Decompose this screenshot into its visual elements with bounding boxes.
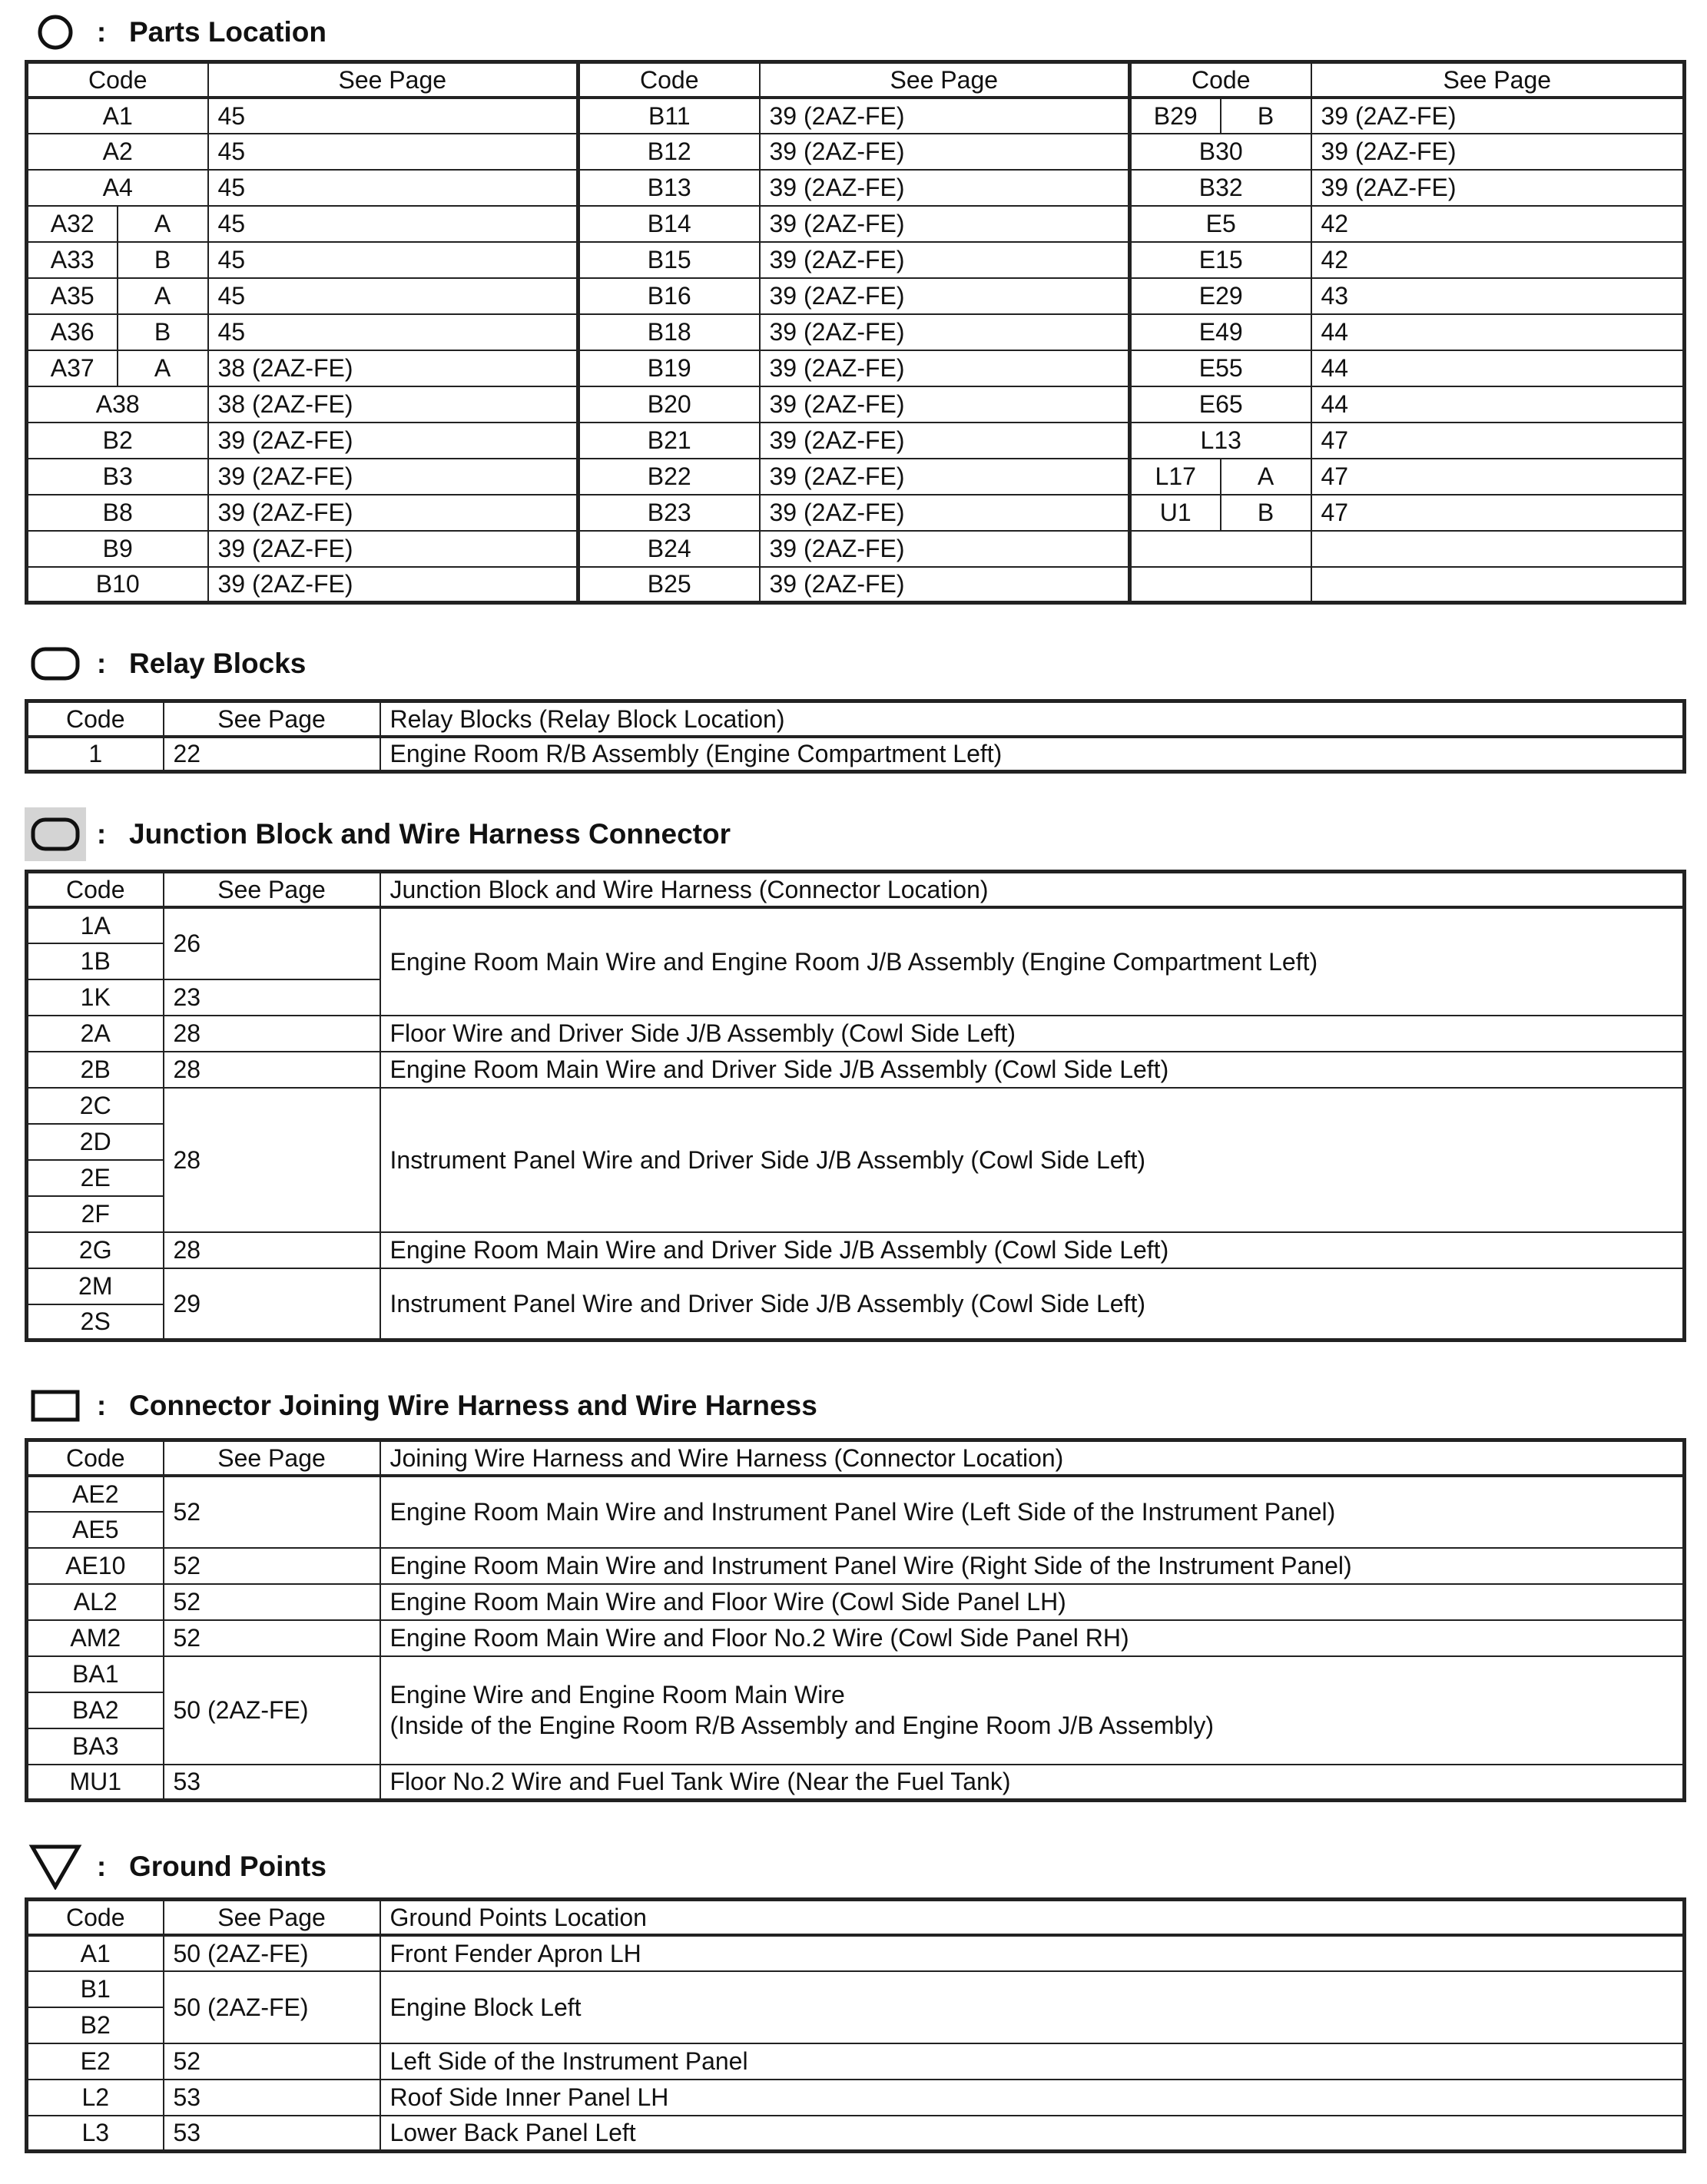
table-row bbox=[27, 1232, 1685, 1268]
code-cell: 2A bbox=[27, 1016, 164, 1052]
code-cell: B10 bbox=[27, 567, 208, 603]
page-cell: 39 (2AZ-FE) bbox=[1311, 134, 1685, 170]
code-cell: B23 bbox=[578, 495, 760, 531]
code-cell: L13 bbox=[1130, 423, 1311, 459]
code-cell: A35 bbox=[27, 278, 118, 314]
table-row bbox=[27, 567, 1685, 603]
code-cell: 1A bbox=[27, 907, 164, 943]
page-cell: 43 bbox=[1311, 278, 1685, 314]
code-cell: B29 bbox=[1130, 98, 1221, 134]
description-header: Junction Block and Wire Harness (Connector Location) bbox=[380, 872, 1685, 907]
code-cell: 2F bbox=[27, 1196, 164, 1232]
code-cell: A4 bbox=[27, 170, 208, 206]
description-line-2: (Inside of the Engine Room R/B Assembly and Engine Room J/B Assembly) bbox=[389, 1712, 1215, 1739]
description-cell: Front Fender Apron LH bbox=[380, 1935, 1685, 1971]
table-header-row bbox=[27, 62, 1685, 98]
description-cell: Left Side of the Instrument Panel bbox=[380, 2043, 1685, 2080]
code-cell: B22 bbox=[578, 459, 760, 495]
page-cell: 39 (2AZ-FE) bbox=[760, 386, 1130, 423]
page-cell: 39 (2AZ-FE) bbox=[208, 567, 578, 603]
code-cell: BA2 bbox=[27, 1692, 164, 1728]
section-title: Ground Points bbox=[129, 1851, 326, 1882]
code-cell: 2B bbox=[27, 1052, 164, 1088]
page-cell: 22 bbox=[164, 737, 380, 772]
page-cell: 42 bbox=[1311, 206, 1685, 242]
section-colon: : bbox=[96, 16, 107, 48]
description-cell: Engine Room Main Wire and Instrument Panel Wire (Right Side of the Instrument Panel) bbox=[380, 1548, 1685, 1584]
code-cell: U1 bbox=[1130, 495, 1221, 531]
table-row bbox=[27, 1584, 1685, 1620]
code-cell: B14 bbox=[578, 206, 760, 242]
page-cell: 38 (2AZ-FE) bbox=[208, 350, 578, 386]
see-page-header: See Page bbox=[208, 62, 578, 98]
page-cell: 52 bbox=[164, 1476, 380, 1548]
table-row bbox=[27, 1656, 1685, 1692]
page-cell: 50 (2AZ-FE) bbox=[164, 1971, 380, 2043]
table-header-row bbox=[27, 872, 1685, 907]
page-cell: 45 bbox=[208, 134, 578, 170]
page-cell: 39 (2AZ-FE) bbox=[1311, 98, 1685, 134]
page-cell: 50 (2AZ-FE) bbox=[164, 1935, 380, 1971]
page-cell: 53 bbox=[164, 2080, 380, 2116]
code-cell: E55 bbox=[1130, 350, 1311, 386]
page-cell: 39 (2AZ-FE) bbox=[760, 170, 1130, 206]
code-cell: E2 bbox=[27, 2043, 164, 2080]
table-row bbox=[27, 386, 1685, 423]
table-row bbox=[27, 531, 1685, 567]
page-cell: 39 (2AZ-FE) bbox=[760, 531, 1130, 567]
section-title: Parts Location bbox=[129, 16, 326, 48]
table-row bbox=[27, 737, 1685, 772]
page-cell: 39 (2AZ-FE) bbox=[760, 567, 1130, 603]
page-cell: 52 bbox=[164, 1584, 380, 1620]
page-cell: 39 (2AZ-FE) bbox=[760, 98, 1130, 134]
page-cell: 52 bbox=[164, 1548, 380, 1584]
code-header: Code bbox=[27, 701, 164, 737]
page-cell: 44 bbox=[1311, 314, 1685, 350]
page-cell: 28 bbox=[164, 1088, 380, 1232]
table-row bbox=[27, 1052, 1685, 1088]
code-cell: B19 bbox=[578, 350, 760, 386]
page-cell: 28 bbox=[164, 1232, 380, 1268]
code-cell: L3 bbox=[27, 2116, 164, 2152]
page-cell: 47 bbox=[1311, 459, 1685, 495]
code-cell: 2G bbox=[27, 1232, 164, 1268]
see-page-header: See Page bbox=[1311, 62, 1685, 98]
table-row bbox=[27, 1016, 1685, 1052]
code-header: Code bbox=[27, 62, 208, 98]
code-cell: MU1 bbox=[27, 1765, 164, 1801]
circle-icon bbox=[25, 9, 86, 55]
sub-code-cell: A bbox=[118, 206, 208, 242]
code-cell: AE5 bbox=[27, 1512, 164, 1548]
sub-code-cell: B bbox=[1221, 98, 1311, 134]
down-triangle-icon bbox=[25, 1844, 86, 1890]
table-row bbox=[27, 2080, 1685, 2116]
description-cell: Engine Room Main Wire and Floor Wire (Cowl Side Panel LH) bbox=[380, 1584, 1685, 1620]
section-header-connector-joining bbox=[25, 1383, 817, 1429]
page-cell: 47 bbox=[1311, 423, 1685, 459]
description-header: Relay Blocks (Relay Block Location) bbox=[380, 701, 1685, 737]
description-cell: Engine Room Main Wire and Engine Room J/B Assembly (Engine Compartment Left) bbox=[380, 907, 1685, 1016]
page-cell: 39 (2AZ-FE) bbox=[208, 531, 578, 567]
page-cell: 45 bbox=[208, 278, 578, 314]
page-cell: 45 bbox=[208, 242, 578, 278]
code-cell: B2 bbox=[27, 423, 208, 459]
code-cell: B12 bbox=[578, 134, 760, 170]
rectangle-icon bbox=[25, 1383, 86, 1429]
code-cell: A2 bbox=[27, 134, 208, 170]
table-row bbox=[27, 423, 1685, 459]
description-cell: Engine Room Main Wire and Driver Side J/B Assembly (Cowl Side Left) bbox=[380, 1052, 1685, 1088]
section-header-relay-blocks bbox=[25, 641, 306, 687]
parts-location-table bbox=[25, 60, 1686, 605]
sub-code-cell: A bbox=[118, 278, 208, 314]
code-cell: 2C bbox=[27, 1088, 164, 1124]
section-title: Relay Blocks bbox=[129, 648, 307, 679]
code-cell: AE2 bbox=[27, 1476, 164, 1512]
code-cell: A38 bbox=[27, 386, 208, 423]
code-cell: B32 bbox=[1130, 170, 1311, 206]
code-cell: BA1 bbox=[27, 1656, 164, 1692]
junction-block-table bbox=[25, 870, 1686, 1342]
page-cell: 52 bbox=[164, 2043, 380, 2080]
shaded-rounded-rectangle-icon bbox=[25, 811, 86, 857]
code-cell: A32 bbox=[27, 206, 118, 242]
page-cell bbox=[1311, 531, 1685, 567]
code-header: Code bbox=[1130, 62, 1311, 98]
page-cell: 42 bbox=[1311, 242, 1685, 278]
page-cell: 44 bbox=[1311, 386, 1685, 423]
description-cell: Roof Side Inner Panel LH bbox=[380, 2080, 1685, 2116]
description-header: Joining Wire Harness and Wire Harness (Connector Location) bbox=[380, 1440, 1685, 1476]
see-page-header: See Page bbox=[164, 1900, 380, 1935]
description-header: Ground Points Location bbox=[380, 1900, 1685, 1935]
table-row bbox=[27, 1765, 1685, 1801]
code-cell: 2S bbox=[27, 1304, 164, 1341]
code-cell: 2M bbox=[27, 1268, 164, 1304]
description-cell: Engine Room Main Wire and Driver Side J/B Assembly (Cowl Side Left) bbox=[380, 1232, 1685, 1268]
code-cell: B8 bbox=[27, 495, 208, 531]
code-cell: B1 bbox=[27, 1971, 164, 2007]
code-cell: B24 bbox=[578, 531, 760, 567]
code-cell: B30 bbox=[1130, 134, 1311, 170]
see-page-header: See Page bbox=[164, 701, 380, 737]
page-cell: 39 (2AZ-FE) bbox=[760, 495, 1130, 531]
code-header: Code bbox=[578, 62, 760, 98]
description-cell: Engine Block Left bbox=[380, 1971, 1685, 2043]
code-cell: AE10 bbox=[27, 1548, 164, 1584]
code-cell: A1 bbox=[27, 1935, 164, 1971]
section-header-ground-points bbox=[25, 1844, 326, 1890]
code-cell bbox=[1130, 531, 1311, 567]
table-row bbox=[27, 170, 1685, 206]
page-cell: 39 (2AZ-FE) bbox=[760, 206, 1130, 242]
page-cell bbox=[1311, 567, 1685, 603]
see-page-header: See Page bbox=[164, 1440, 380, 1476]
code-cell: L17 bbox=[1130, 459, 1221, 495]
ground-points-table bbox=[25, 1897, 1686, 2153]
description-cell: Instrument Panel Wire and Driver Side J/B Assembly (Cowl Side Left) bbox=[380, 1088, 1685, 1232]
table-row bbox=[27, 495, 1685, 531]
page-cell: 44 bbox=[1311, 350, 1685, 386]
section-colon: : bbox=[96, 818, 107, 850]
description-cell bbox=[380, 1656, 1685, 1765]
page-cell: 45 bbox=[208, 314, 578, 350]
page-cell: 39 (2AZ-FE) bbox=[760, 459, 1130, 495]
code-cell: L2 bbox=[27, 2080, 164, 2116]
table-row bbox=[27, 459, 1685, 495]
code-cell: B15 bbox=[578, 242, 760, 278]
code-cell: A36 bbox=[27, 314, 118, 350]
section-title: Connector Joining Wire Harness and Wire Harness bbox=[129, 1390, 817, 1421]
page-cell: 28 bbox=[164, 1052, 380, 1088]
code-cell: 1 bbox=[27, 737, 164, 772]
table-row bbox=[27, 1620, 1685, 1656]
table-header-row bbox=[27, 1440, 1685, 1476]
code-cell: BA3 bbox=[27, 1728, 164, 1765]
code-cell: A33 bbox=[27, 242, 118, 278]
section-title: Junction Block and Wire Harness Connector bbox=[129, 818, 731, 850]
table-row bbox=[27, 278, 1685, 314]
table-row bbox=[27, 1548, 1685, 1584]
section-colon: : bbox=[96, 1851, 107, 1882]
table-header-row bbox=[27, 1900, 1685, 1935]
code-header: Code bbox=[27, 1900, 164, 1935]
table-row bbox=[27, 2043, 1685, 2080]
code-cell: A1 bbox=[27, 98, 208, 134]
code-cell: E29 bbox=[1130, 278, 1311, 314]
page-cell: 39 (2AZ-FE) bbox=[208, 423, 578, 459]
page-cell: 26 bbox=[164, 907, 380, 979]
page-cell: 39 (2AZ-FE) bbox=[1311, 170, 1685, 206]
table-row bbox=[27, 1971, 1685, 2007]
code-cell: AL2 bbox=[27, 1584, 164, 1620]
table-row bbox=[27, 242, 1685, 278]
table-row bbox=[27, 314, 1685, 350]
description-cell: Floor No.2 Wire and Fuel Tank Wire (Near the Fuel Tank) bbox=[380, 1765, 1685, 1801]
page-cell: 29 bbox=[164, 1268, 380, 1341]
table-header-row bbox=[27, 701, 1685, 737]
code-cell: B25 bbox=[578, 567, 760, 603]
description-cell: Instrument Panel Wire and Driver Side J/B Assembly (Cowl Side Left) bbox=[380, 1268, 1685, 1341]
code-cell: B3 bbox=[27, 459, 208, 495]
page-cell: 52 bbox=[164, 1620, 380, 1656]
page-cell: 45 bbox=[208, 98, 578, 134]
description-line-1: Engine Wire and Engine Room Main Wire bbox=[389, 1681, 845, 1708]
code-cell: E49 bbox=[1130, 314, 1311, 350]
table-row bbox=[27, 907, 1685, 943]
code-cell: B20 bbox=[578, 386, 760, 423]
table-row bbox=[27, 1088, 1685, 1124]
table-row bbox=[27, 2116, 1685, 2152]
code-cell: AM2 bbox=[27, 1620, 164, 1656]
sub-code-cell: B bbox=[1221, 495, 1311, 531]
section-colon: : bbox=[96, 1390, 107, 1421]
code-cell: B9 bbox=[27, 531, 208, 567]
page-cell: 53 bbox=[164, 2116, 380, 2152]
code-cell: B16 bbox=[578, 278, 760, 314]
code-cell: B18 bbox=[578, 314, 760, 350]
code-header: Code bbox=[27, 1440, 164, 1476]
code-cell: B21 bbox=[578, 423, 760, 459]
page-cell: 39 (2AZ-FE) bbox=[760, 278, 1130, 314]
code-cell: 2E bbox=[27, 1160, 164, 1196]
page-cell: 39 (2AZ-FE) bbox=[760, 242, 1130, 278]
description-cell: Engine Room Main Wire and Instrument Panel Wire (Left Side of the Instrument Panel) bbox=[380, 1476, 1685, 1548]
code-cell: B11 bbox=[578, 98, 760, 134]
code-cell: E5 bbox=[1130, 206, 1311, 242]
table-row bbox=[27, 1476, 1685, 1512]
table-row bbox=[27, 1268, 1685, 1304]
page-cell: 38 (2AZ-FE) bbox=[208, 386, 578, 423]
page-cell: 53 bbox=[164, 1765, 380, 1801]
page-cell: 39 (2AZ-FE) bbox=[208, 459, 578, 495]
code-cell: 1B bbox=[27, 943, 164, 979]
code-cell: B13 bbox=[578, 170, 760, 206]
table-row bbox=[27, 1935, 1685, 1971]
page-cell: 23 bbox=[164, 979, 380, 1016]
page-cell: 45 bbox=[208, 170, 578, 206]
sub-code-cell: B bbox=[118, 314, 208, 350]
page-cell: 50 (2AZ-FE) bbox=[164, 1656, 380, 1765]
code-cell: 1K bbox=[27, 979, 164, 1016]
page-cell: 39 (2AZ-FE) bbox=[760, 350, 1130, 386]
code-header: Code bbox=[27, 872, 164, 907]
page-cell: 39 (2AZ-FE) bbox=[760, 134, 1130, 170]
see-page-header: See Page bbox=[164, 872, 380, 907]
page-cell: 28 bbox=[164, 1016, 380, 1052]
code-cell: E65 bbox=[1130, 386, 1311, 423]
code-cell: 2D bbox=[27, 1124, 164, 1160]
page-cell: 47 bbox=[1311, 495, 1685, 531]
see-page-header: See Page bbox=[760, 62, 1130, 98]
description-cell: Floor Wire and Driver Side J/B Assembly (Cowl Side Left) bbox=[380, 1016, 1685, 1052]
table-row bbox=[27, 98, 1685, 134]
connector-joining-table bbox=[25, 1438, 1686, 1802]
rounded-rectangle-icon bbox=[25, 641, 86, 687]
relay-blocks-table bbox=[25, 699, 1686, 774]
page-cell: 39 (2AZ-FE) bbox=[760, 423, 1130, 459]
page-cell: 45 bbox=[208, 206, 578, 242]
code-cell: A37 bbox=[27, 350, 118, 386]
sub-code-cell: A bbox=[1221, 459, 1311, 495]
code-cell bbox=[1130, 567, 1311, 603]
sub-code-cell: B bbox=[118, 242, 208, 278]
section-header-junction-block bbox=[25, 811, 731, 857]
code-cell: E15 bbox=[1130, 242, 1311, 278]
description-cell: Lower Back Panel Left bbox=[380, 2116, 1685, 2152]
section-colon: : bbox=[96, 648, 107, 679]
code-cell: B2 bbox=[27, 2007, 164, 2043]
description-cell: Engine Room Main Wire and Floor No.2 Wire (Cowl Side Panel RH) bbox=[380, 1620, 1685, 1656]
page-cell: 39 (2AZ-FE) bbox=[760, 314, 1130, 350]
table-row bbox=[27, 134, 1685, 170]
section-header-parts-location bbox=[25, 9, 326, 55]
sub-code-cell: A bbox=[118, 350, 208, 386]
table-row bbox=[27, 350, 1685, 386]
table-row bbox=[27, 206, 1685, 242]
page-cell: 39 (2AZ-FE) bbox=[208, 495, 578, 531]
description-cell: Engine Room R/B Assembly (Engine Compartment Left) bbox=[380, 737, 1685, 772]
